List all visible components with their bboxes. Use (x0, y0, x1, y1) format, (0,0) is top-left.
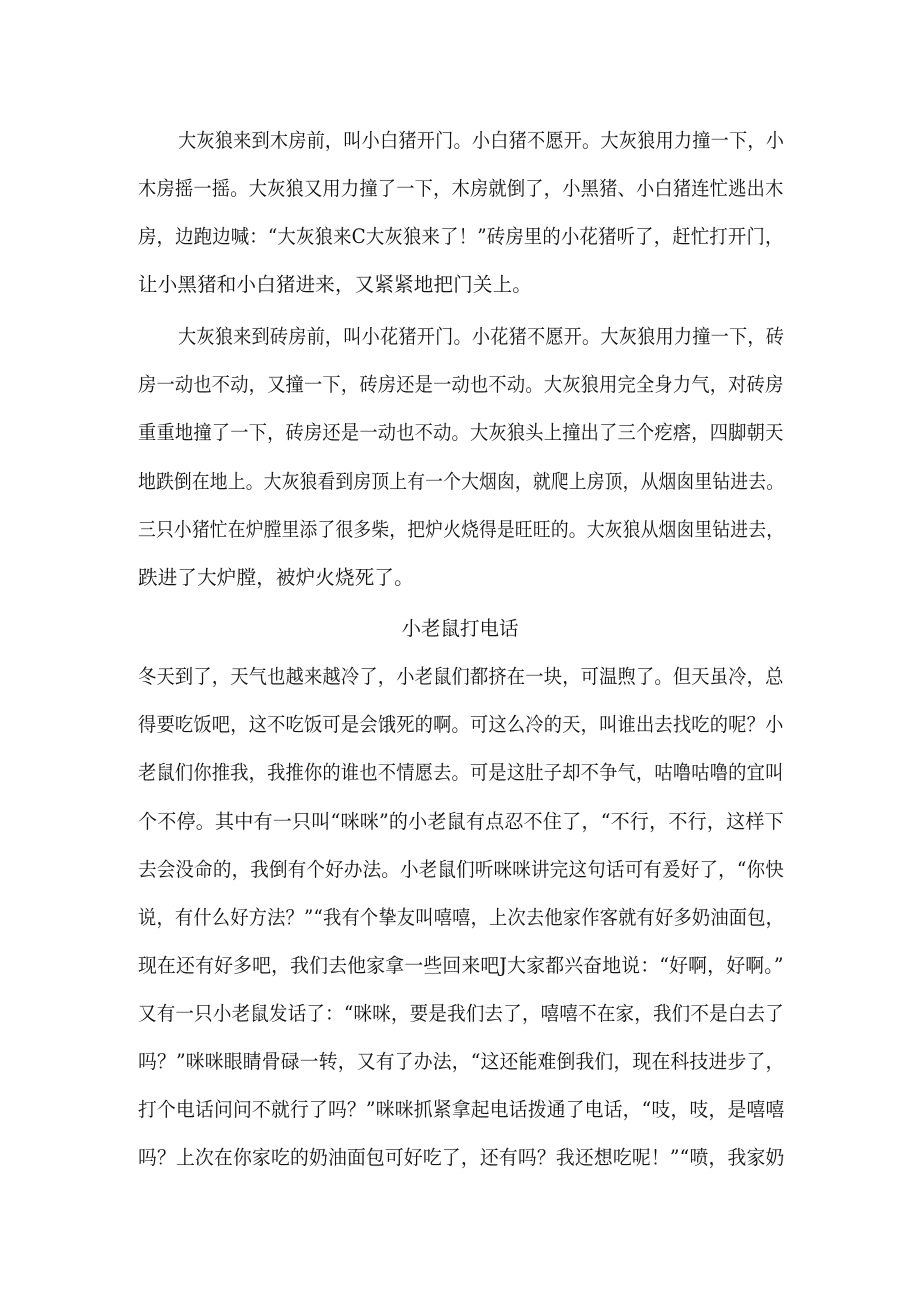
paragraph-1-line-1: 大灰狼来到木房前，叫小白猪开门。小白猪不愿开。大灰狼用力撞一下，小 (178, 129, 785, 152)
story-title: 小老鼠打电话 (401, 617, 519, 640)
paragraph-2-line-6: 跌进了大炉膛，被炉火烧死了。 (138, 566, 414, 589)
story-line-4: 个不停。其中有一只叫“咪咪”的小老鼠有点忍不住了，“不行，不行，这样下 (138, 810, 784, 833)
paragraph-2-line-3: 重重地撞了一下，砖房还是一动也不动。大灰狼头上撞出了三个疙瘩，四脚朝天 (138, 421, 784, 444)
paragraph-1-line-3: 房，边跑边喊：“大灰狼来C大灰狼来了！”砖房里的小花猪听了，赶忙打开门， (138, 225, 784, 248)
paragraph-1-line-2: 木房摇一摇。大灰狼又用力撞了一下，木房就倒了，小黑猪、小白猪连忙逃出木 (138, 177, 784, 200)
story-line-6: 说，有什么好方法？”“我有个挚友叫嘻嘻，上次去他家作客就有好多奶油面包， (138, 906, 785, 929)
paragraph-2-line-4: 地跌倒在地上。大灰狼看到房顶上有一个大烟囱，就爬上房顶，从烟囱里钻进去。 (138, 470, 785, 493)
story-line-9: 吗？”咪咪眼睛骨碌一转，又有了办法，“这还能难倒我们，现在科技进步了， (138, 1050, 785, 1073)
story-line-3: 老鼠们你推我，我推你的谁也不情愿去。可是这肚子却不争气，咕噜咕噜的宜叫 (138, 761, 784, 784)
paragraph-2-line-1: 大灰狼来到砖房前，叫小花猪开门。小花猪不愿开。大灰狼用力撞一下，砖 (178, 325, 785, 348)
story-line-5: 去会没命的，我倒有个好办法。小老鼠们听咪咪讲完这句话可有爰好了，“你快 (138, 858, 784, 881)
paragraph-2-line-2: 房一动也不动，又撞一下，砖房还是一动也不动。大灰狼用完全身力气，对砖房 (138, 373, 784, 396)
paragraph-2-line-5: 三只小猪忙在炉膛里添了很多柴，把炉火烧得是旺旺的。大灰狼从烟囱里钻进去， (138, 518, 785, 541)
story-line-8: 又有一只小老鼠发话了：“咪咪，要是我们去了，嘻嘻不在家，我们不是白去了 (138, 1002, 784, 1025)
story-line-7: 现在还有好多吧，我们去他家拿一些回来吧J大家都兴奋地说：“好啊，好啊。” (138, 954, 784, 977)
story-line-10: 打个电话问问不就行了吗？”咪咪抓紧拿起电话拨通了电话，“吱，吱，是嘻嘻 (138, 1098, 785, 1121)
story-line-11: 吗？上次在你家吃的奶油面包可好吃了，还有吗？我还想吃呢！”“喷，我家奶 (138, 1146, 785, 1169)
story-line-2: 得要吃饭吧，这不吃饭可是会饿死的啊。可这么冷的天，叫谁出去找吃的呢？小 (138, 713, 784, 736)
paragraph-1-line-4: 让小黑猪和小白猪进来，又紧紧地把门关上。 (138, 273, 533, 296)
story-line-1: 冬天到了，天气也越来越冷了，小老鼠们都挤在一块，可温煦了。但天虽冷，总 (138, 665, 784, 688)
